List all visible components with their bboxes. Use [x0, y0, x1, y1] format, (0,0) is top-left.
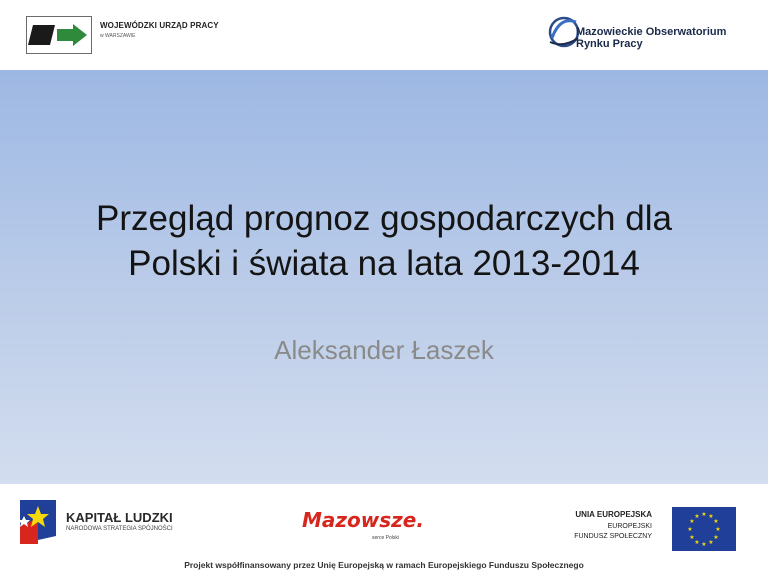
project-funding-note: Projekt współfinansowany przez Unię Europejską w ramach Europejskiego Funduszu Społecznego	[184, 560, 584, 570]
svg-text:★: ★	[694, 539, 700, 546]
svg-text:★: ★	[715, 526, 721, 533]
slide-title	[30, 196, 738, 286]
svg-text:★: ★	[701, 511, 707, 518]
svg-text:★: ★	[701, 541, 707, 548]
eu-flag-icon	[672, 507, 736, 551]
kapital-ludzki-logo-icon	[16, 496, 60, 548]
slide-author: Aleksander Łaszek	[274, 335, 494, 365]
observatory-name-2: Rynku Pracy	[576, 38, 643, 50]
svg-text:★: ★	[713, 518, 719, 525]
observatory-logo-icon	[546, 12, 580, 52]
slide-title-line1: Przegląd prognoz gospodarczych dla	[96, 199, 672, 238]
svg-text:★: ★	[708, 513, 714, 520]
eu-fund-line2: FUNDUSZ SPOŁECZNY	[574, 533, 652, 540]
svg-text:★: ★	[689, 534, 695, 541]
kapital-ludzki-title: KAPITAŁ LUDZKI	[66, 510, 173, 525]
wup-subtitle: w WARSZAWIE	[100, 33, 136, 39]
svg-text:★: ★	[713, 534, 719, 541]
mazowsze-logo: Mazowsze.	[302, 508, 424, 532]
observatory-name: Mazowieckie Obserwatorium	[576, 26, 727, 38]
mazowsze-subtitle: serce Polski	[372, 535, 399, 541]
wup-logo-icon	[26, 16, 92, 54]
svg-text:★: ★	[694, 513, 700, 520]
kapital-ludzki-subtitle: NARODOWA STRATEGIA SPÓJNOŚCI	[66, 526, 173, 532]
svg-text:★: ★	[687, 526, 693, 533]
wup-title: WOJEWÓDZKI URZĄD PRACY	[100, 21, 219, 30]
svg-text:★: ★	[689, 518, 695, 525]
slide-title-line2: Polski i świata na lata 2013-2014	[128, 244, 640, 283]
eu-fund-line1: EUROPEJSKI	[607, 523, 652, 530]
svg-text:★: ★	[708, 539, 714, 546]
eu-title: UNIA EUROPEJSKA	[575, 510, 652, 519]
